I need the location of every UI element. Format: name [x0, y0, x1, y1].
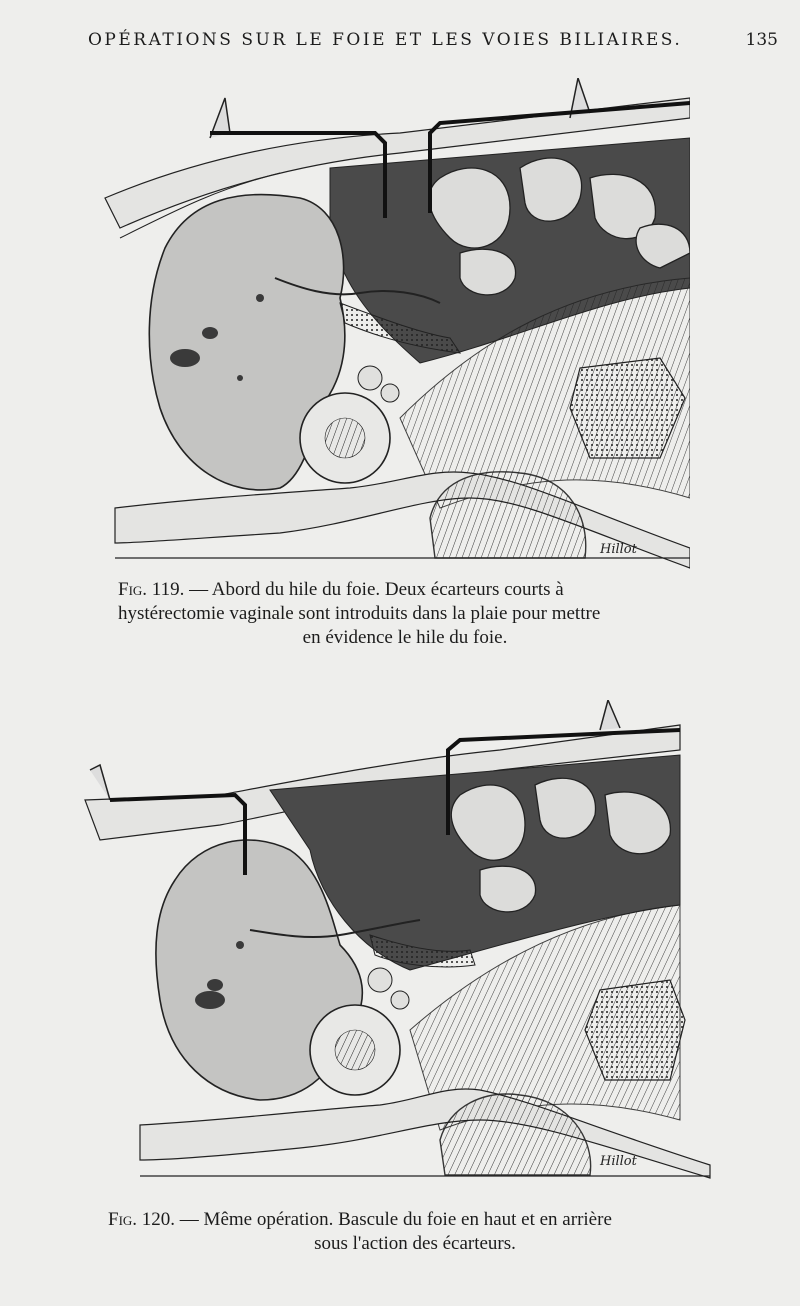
caption-119-line-3: en évidence le hile du foie.: [302, 627, 508, 648]
figure-119-illustration: [100, 78, 690, 573]
caption-120-line-2: sous l'action des écarteurs.: [314, 1233, 516, 1254]
signature-119: Hillot: [600, 542, 637, 557]
running-head: [88, 30, 778, 54]
caption-figure-119: [118, 578, 692, 650]
running-head-title: OPÉRATIONS SUR LE FOIE ET LES VOIES BILIAIRES.: [88, 30, 683, 50]
figure-120-illustration: [80, 700, 720, 1185]
caption-119-line-1: [118, 578, 692, 602]
figure-120-label: Fig. 120.: [108, 1209, 176, 1230]
signature-120: Hillot: [600, 1154, 637, 1169]
figure-119-label: Fig. 119.: [118, 579, 185, 600]
caption-120-line-1: [108, 1208, 722, 1232]
caption-119-line-2: hystérectomie vaginale sont introduits dans la plaie pour mettre: [118, 603, 601, 624]
caption-119-text-1: — Abord du hile du foie. Deux écarteurs courts à: [189, 579, 564, 600]
page-number: 135: [745, 30, 778, 50]
caption-figure-120: [108, 1208, 722, 1256]
caption-120-text-1: — Même opération. Bascule du foie en haut et en arrière: [179, 1209, 612, 1230]
